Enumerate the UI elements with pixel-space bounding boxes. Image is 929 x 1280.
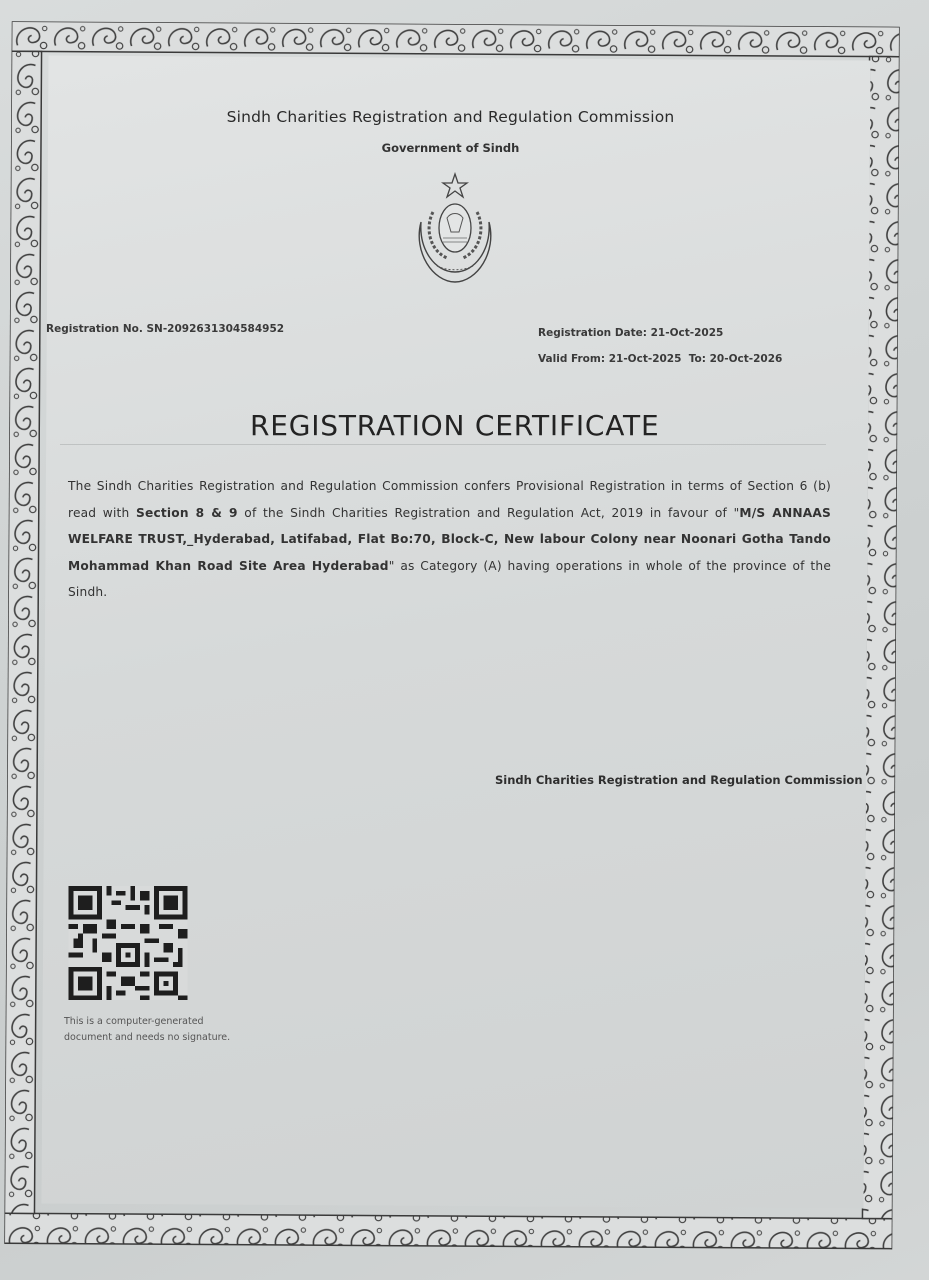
organization-title: Sindh Charities Registration and Regulation Commission — [226, 108, 675, 126]
registration-date-label: Registration Date: — [538, 327, 647, 339]
validity-period — [538, 353, 782, 365]
note-line-1: This is a computer-generated — [64, 1016, 204, 1027]
note-line-2: document and needs no signature. — [64, 1032, 231, 1043]
registration-date-value: 21-Oct-2025 — [650, 327, 724, 339]
qr-code-icon[interactable] — [68, 886, 188, 1000]
valid-from-value: 21-Oct-2025 — [608, 353, 682, 365]
entity-name-address: M/S ANNAAS WELFARE TRUST,_Hyderabad, Latifabad, Flat Bo:70, Block-C, New labour Colony near Noonari Gotha Tando Mohammad Khan Road Site Area Hyderabad — [68, 505, 831, 573]
registration-number-value: SN-2092631304584952 — [146, 323, 285, 335]
issuer-signature-block: Sindh Charities Registration and Regulation Commission — [495, 773, 863, 787]
body-sections: Section 8 & 9 — [136, 505, 238, 520]
valid-to-value: 20-Oct-2026 — [709, 353, 783, 365]
body-part-2: of the Sindh Charities Registration and Regulation Act, 2019 in favour of " — [237, 505, 740, 520]
sindh-emblem-icon — [407, 172, 503, 288]
computer-generated-note — [64, 1014, 230, 1046]
registration-number — [46, 323, 284, 335]
valid-to-label: To: — [688, 353, 706, 365]
registration-date — [538, 327, 723, 339]
certificate-title: REGISTRATION CERTIFICATE — [250, 409, 660, 442]
body-part-1: The Sindh Charities Registration and Regulation Commission confers Provisional Registration in terms of Section 6 (b) read with — [68, 479, 831, 520]
title-divider — [60, 444, 826, 445]
government-subtitle: Government of Sindh — [381, 141, 520, 155]
registration-number-label: Registration No. — [46, 323, 143, 335]
certificate-body — [68, 473, 831, 606]
body-part-3: " as Category (A) having operations in whole of the province of the Sindh. — [68, 558, 832, 599]
valid-from-label: Valid From: — [538, 353, 606, 365]
